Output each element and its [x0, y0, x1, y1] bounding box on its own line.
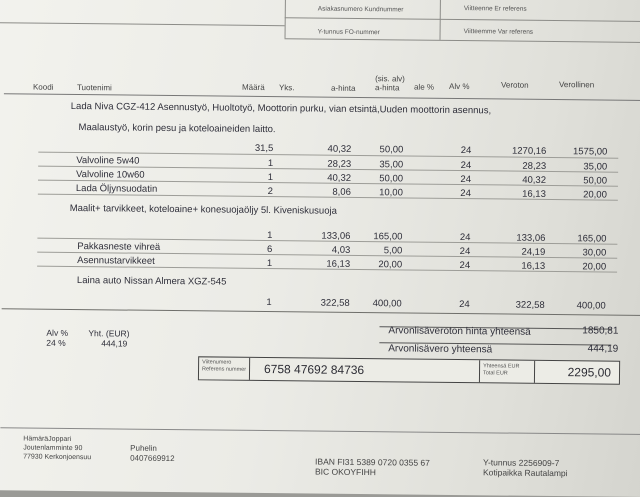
- payment-box: [198, 356, 620, 384]
- footer-iban: IBAN FI31 5389 0720 0355 67: [315, 456, 430, 468]
- your-reference-label: Viitteenne Er referens: [463, 5, 527, 13]
- unit-price-cell: 28,23: [327, 158, 352, 170]
- unit-price-vat-cell: 5,00: [383, 245, 403, 257]
- unit-price-cell: 322,58: [320, 297, 350, 309]
- qty-cell: 2: [267, 186, 273, 198]
- unit-price-vat-cell: 400,00: [372, 298, 402, 310]
- col-ahinta: a-hinta: [330, 83, 356, 93]
- footer-address-1: Joutenlamminte 90: [23, 444, 83, 453]
- vat-summary-alv-label: Alv %: [46, 327, 69, 338]
- qty-cell: 31,5: [254, 142, 274, 155]
- col-koodi: Koodi: [32, 82, 54, 92]
- net-amount-cell: 133,06: [516, 232, 546, 244]
- col-ahinta-vat: a-hinta: [374, 83, 400, 93]
- item-name-cell: Valvoline 5w40: [76, 155, 140, 167]
- col-maara: Määrä: [241, 82, 265, 92]
- vat-percent-cell: 24: [460, 160, 472, 172]
- unit-price-cell: 16,13: [326, 258, 351, 270]
- net-amount-cell: 16,13: [522, 188, 546, 200]
- net-amount-cell: [485, 280, 545, 281]
- footer-phone: 0407669912: [130, 453, 175, 464]
- gross-amount-cell: 1575,00: [572, 146, 608, 158]
- footer-line: [0, 427, 640, 435]
- vat-summary-yht-label: Yht. (EUR): [88, 328, 130, 339]
- qty-cell: 6: [266, 244, 273, 256]
- vat-total-label: Arvonlisävero yhteensä: [388, 343, 493, 356]
- unit-price-vat-cell: [343, 207, 403, 208]
- vat-total-value: 444,19: [587, 343, 619, 355]
- reference-number: 6758 47692 84736: [263, 361, 365, 378]
- item-name-cell: Pakkasneste vihreä: [77, 241, 161, 253]
- col-veroton: Veroton: [500, 80, 529, 90]
- unit-price-vat-cell: 20,00: [378, 259, 403, 271]
- net-amount-cell: 1270,16: [511, 145, 547, 157]
- header-underline: [4, 93, 640, 101]
- top-box-bottom-left: [0, 22, 285, 26]
- col-yks: Yks.: [278, 83, 295, 93]
- unit-price-vat-cell: 35,00: [379, 159, 404, 171]
- vat-percent-cell: 24: [459, 232, 471, 244]
- col-ale: ale %: [413, 82, 435, 92]
- vat-summary-alv-value: 24 %: [46, 337, 66, 348]
- top-box-bottom-right: [285, 38, 640, 43]
- qty-cell: 1: [267, 172, 274, 184]
- footer-ytunnus: Y-tunnus 2256909-7: [483, 457, 560, 469]
- our-reference-label: Viitteemme Var referens: [463, 28, 534, 36]
- reference-label-fi: Viitenumero: [202, 359, 232, 366]
- payment-box-divider: [534, 361, 535, 383]
- total-label-fi: Yhteensä EUR: [483, 363, 520, 370]
- ytunnus-label: Y-tunnus FO-nummer: [317, 28, 380, 37]
- gross-amount-cell: 20,00: [582, 261, 607, 273]
- col-alv: Alv %: [448, 81, 470, 92]
- vat-summary-yht-value: 444,19: [101, 338, 128, 349]
- qty-cell: 1: [266, 258, 273, 270]
- gross-amount-cell: [546, 281, 606, 282]
- item-name-cell: Laina auto Nissan Almera XGZ-545: [76, 275, 227, 288]
- vat-percent-cell: 24: [460, 174, 472, 186]
- top-box-divider-1: [285, 0, 286, 38]
- qty-cell: 1: [266, 297, 272, 309]
- gross-amount-cell: 35,00: [583, 161, 608, 173]
- net-amount-cell: 322,58: [515, 299, 545, 311]
- footer-company: HämäräJoppari: [23, 435, 72, 443]
- footer-phone-label: Puhelin: [130, 443, 157, 453]
- vat-percent-cell: 24: [459, 299, 470, 311]
- net-amount-cell: 40,32: [522, 174, 547, 186]
- gross-amount-cell: 400,00: [576, 300, 606, 312]
- net-amount-cell: 24,19: [521, 246, 546, 258]
- vat-percent-cell: 24: [459, 246, 471, 258]
- unit-price-vat-cell: 10,00: [379, 187, 403, 199]
- net-total-label: Arvonlisäveroton hinta yhteensä: [388, 325, 531, 338]
- footer-bank: Kotipaikka Rautalampi: [482, 467, 568, 479]
- qty-cell: 1: [267, 158, 274, 170]
- col-sis-alv: (sis. alv): [375, 74, 405, 84]
- gross-amount-cell: 20,00: [583, 189, 607, 201]
- footer-bic: BIC OKOYFIHH: [314, 466, 376, 478]
- unit-price-vat-cell: [342, 279, 402, 280]
- unit-price-cell: 133,06: [321, 230, 351, 242]
- top-box-mid-line: [285, 17, 640, 22]
- description-line-2: Maalaustyö, korin pesu ja koteloaineiden laitto.: [78, 122, 276, 136]
- net-amount-cell: 16,13: [521, 260, 546, 272]
- description-line-1: Lada Niva CGZ-412 Asennustyö, Huoltotyö, Moottorin purku, vian etsintä,Uuden moottorin asennus,: [70, 100, 492, 117]
- vat-percent-cell: 24: [459, 260, 471, 272]
- gross-amount-cell: 30,00: [582, 247, 607, 259]
- vat-percent-cell: [410, 280, 470, 281]
- gross-amount-cell: [547, 209, 607, 210]
- vat-percent-cell: 24: [460, 145, 472, 157]
- unit-price-vat-cell: 165,00: [373, 231, 403, 243]
- item-name-cell: Maalit+ tarvikkeet, koteloaine+ konesuojaöljy 5l. Kiveniskusuoja: [69, 202, 337, 217]
- gross-amount-cell: 50,00: [583, 175, 608, 187]
- total-label-en: Total EUR: [482, 370, 508, 377]
- unit-price-cell: 40,32: [327, 172, 352, 184]
- unit-price-cell: 40,32: [327, 143, 352, 155]
- unit-price-cell: 8,06: [332, 186, 351, 198]
- unit-price-vat-cell: 50,00: [379, 144, 404, 156]
- grand-total: 2295,00: [567, 365, 612, 380]
- top-box-divider-2: [440, 0, 441, 40]
- qty-cell: 1: [267, 230, 273, 242]
- gross-amount-cell: 165,00: [577, 233, 607, 245]
- vat-percent-cell: 24: [460, 188, 471, 200]
- item-name-cell: Asennustarvikkeet: [77, 255, 155, 267]
- item-name-cell: Valvoline 10w60: [76, 169, 145, 181]
- net-total-value: 1850,81: [582, 325, 619, 337]
- unit-price-cell: 4,03: [331, 244, 351, 256]
- payment-box-divider: [249, 358, 250, 380]
- payment-box-divider: [479, 360, 480, 382]
- customer-number-label: Asiakasnumero Kundnummer: [317, 5, 404, 14]
- footer-address-2: 77930 Kerkonjoensuu: [23, 453, 92, 462]
- net-amount-cell: [486, 208, 546, 209]
- col-tuotenimi: Tuotenimi: [76, 83, 112, 93]
- col-verollinen: Verollinen: [558, 80, 595, 90]
- net-amount-cell: 28,23: [522, 160, 547, 172]
- reference-label-sv: Referens nummer: [202, 366, 247, 373]
- vat-percent-cell: [411, 208, 471, 209]
- unit-price-vat-cell: 50,00: [379, 173, 404, 185]
- item-name-cell: Lada Öljynsuodatin: [75, 183, 158, 195]
- unit-price-cell: [290, 278, 350, 279]
